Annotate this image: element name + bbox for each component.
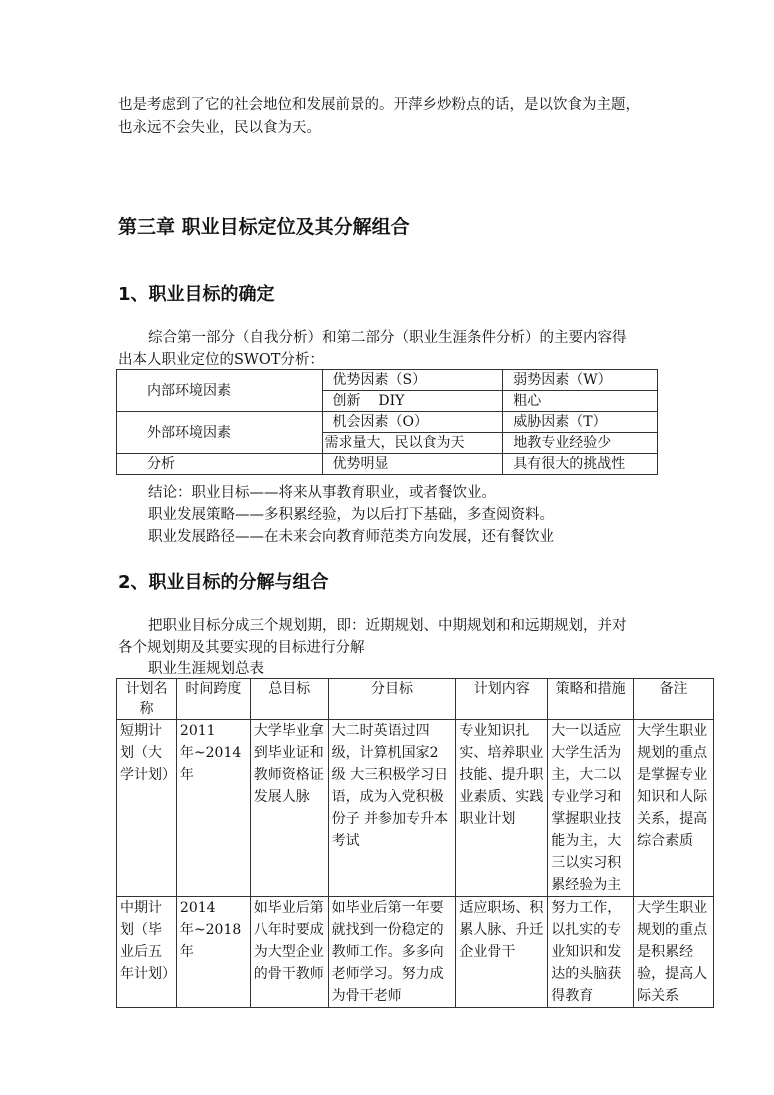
weakness-value: 粗心: [503, 391, 658, 412]
header-plan-content: 计划内容: [456, 679, 548, 720]
header-overall-goal: 总目标: [250, 679, 328, 720]
conclusion-goal: 结论：职业目标——将来从事教育职业，或者餐饮业。: [148, 485, 496, 501]
row-plan-content: 专业知识扎实、培养职业技能、提升职业素质、实践职业计划: [456, 720, 548, 897]
opportunity-header: 机会因素（O）: [322, 412, 503, 433]
row-overall-goal: 如毕业后第八年时要成为大型企业的骨干教师: [250, 897, 328, 1008]
strength-header: 优势因素（S）: [322, 370, 503, 391]
swot-table: [116, 369, 658, 475]
section-1-paragraph-line-2: 出本人职业定位的SWOT分析：: [118, 352, 324, 368]
row-notes: 大学生职业规划的重点是积累经验，提高人际关系: [634, 897, 714, 1008]
header-strategy: 策略和措施: [548, 679, 634, 720]
row-notes: 大学生职业规划的重点是掌握专业知识和人际关系，提高综合素质: [634, 720, 714, 897]
chapter-title: 第三章 职业目标定位及其分解组合: [118, 216, 410, 238]
row-overall-goal: 大学毕业拿到毕业证和教师资格证 发展人脉: [250, 720, 328, 897]
conclusion-strategy: 职业发展策略——多积累经验，为以后打下基础，多查阅资料。: [148, 507, 554, 523]
header-sub-goals: 分目标: [328, 679, 456, 720]
row-sub-goals: 大二时英语过四级，计算机国家2级 大三积极学习日语，成为入党积极份子 并参加专升本考试: [328, 720, 456, 897]
section-2-title: 2、职业目标的分解与组合: [118, 572, 329, 593]
table-row: [117, 897, 714, 1008]
header-plan-name: 计划名称: [117, 679, 177, 720]
row-sub-goals: 如毕业后第一年要就找到一份稳定的教师工作。多多向老师学习。努力成为骨干老师: [328, 897, 456, 1008]
row-strategy: 努力工作，以扎实的专业知识和发达的头脑获得教育: [548, 897, 634, 1008]
weakness-header: 弱势因素（W）: [503, 370, 658, 391]
header-notes: 备注: [634, 679, 714, 720]
opportunity-value: 需求量大，民以食为天: [322, 433, 503, 454]
threat-value: 地教专业经验少: [503, 433, 658, 454]
analysis-strength: 优势明显: [322, 454, 503, 475]
intro-line-1: 也是考虑到了它的社会地位和发展前景的。开萍乡炒粉点的话，是以饮食为主题，: [118, 97, 640, 113]
row-plan-name: 短期计划（大学计划）: [117, 720, 177, 897]
section-1-paragraph-line-1: 综合第一部分（自我分析）和第二部分（职业生涯条件分析）的主要内容得: [148, 330, 627, 346]
section-1-title: 1、职业目标的确定: [118, 284, 275, 305]
analysis-challenge: 具有很大的挑战性: [503, 454, 658, 475]
row-plan-name: 中期计划（毕业后五年计划）: [117, 897, 177, 1008]
internal-factors-label: 内部环境因素: [117, 370, 323, 412]
strength-value: 创新 DIY: [322, 391, 503, 412]
analysis-label: 分析: [117, 454, 323, 475]
section-2-paragraph-line-1: 把职业目标分成三个规划期，即：近期规划、中期规划和和远期规划，并对: [148, 618, 627, 634]
table-header-row: [117, 679, 714, 720]
row-time-span: 2014 年~2018年: [176, 897, 250, 1008]
external-factors-label: 外部环境因素: [117, 412, 323, 454]
row-plan-content: 适应职场、积累人脉、升迁企业骨干: [456, 897, 548, 1008]
section-2-paragraph-line-2: 各个规划期及其要实现的目标进行分解: [118, 640, 365, 656]
row-time-span: 2011 年~2014年: [176, 720, 250, 897]
career-plan-table: [116, 678, 714, 1008]
plan-table-caption: 职业生涯规划总表: [148, 661, 264, 677]
threat-header: 威胁因素（T）: [503, 412, 658, 433]
intro-line-2: 也永远不会失业，民以食为天。: [118, 120, 321, 136]
header-time-span: 时间跨度: [176, 679, 250, 720]
table-row: [117, 720, 714, 897]
row-strategy: 大一以适应大学生活为主，大二以专业学习和掌握职业技能为主，大三以实习积累经验为主: [548, 720, 634, 897]
conclusion-path: 职业发展路径——在未来会向教育师范类方向发展，还有餐饮业: [148, 529, 554, 545]
